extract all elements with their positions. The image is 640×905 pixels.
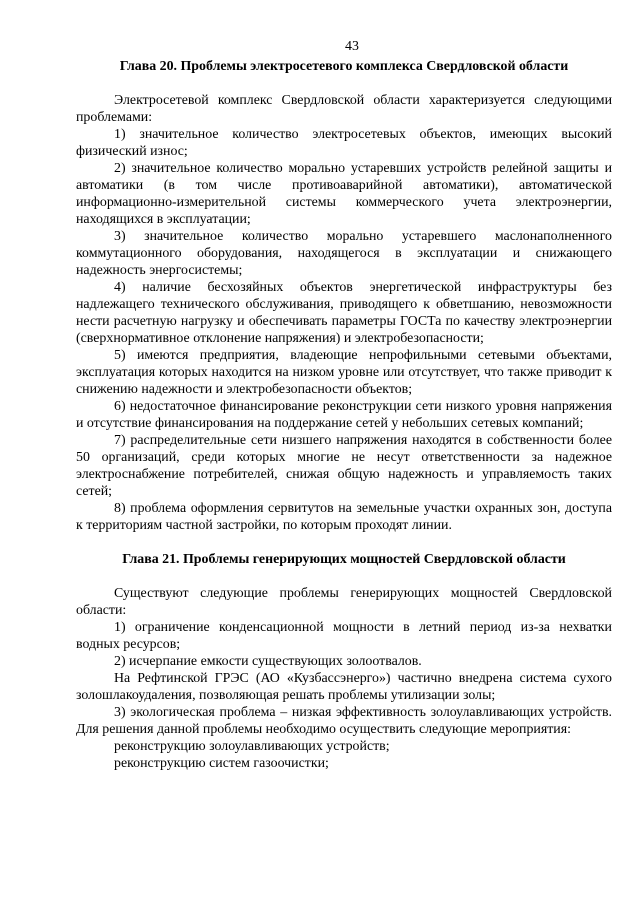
- chapter-21-measure-1: реконструкцию золоулавливающих устройств;: [114, 739, 390, 754]
- chapter-21-measure-2: реконструкцию систем газоочистки;: [114, 756, 329, 771]
- chapter-20-item-5: 5) имеются предприятия, владеющие непрофильными сетевыми объектами, эксплуатация которых находится на низком уровне или отсутствует, что также приводит к снижению надежности и электробезопасности объектов;: [76, 348, 612, 397]
- chapter-20-item-6: 6) недостаточное финансирование реконструкции сети низкого уровня напряжения и отсутствие финансирования на поддержание сетей у небольших сетевых компаний;: [76, 399, 612, 431]
- section-gap: [76, 534, 612, 551]
- chapter-20-intro: Электросетевой комплекс Свердловской области характеризуется следующими проблемами:: [76, 93, 612, 125]
- chapter-20-item-1: 1) значительное количество электросетевых объектов, имеющих высокий физический износ;: [76, 127, 612, 159]
- page-number: 43: [345, 39, 359, 54]
- chapter-21-item-3: 3) экологическая проблема – низкая эффективность золоулавливающих устройств. Для решения данной проблемы необходимо осуществить следующие мероприятия:: [76, 705, 612, 737]
- chapter-21-intro: Существуют следующие проблемы генерирующих мощностей Свердловской области:: [76, 586, 612, 618]
- chapter-21-title: Глава 21. Проблемы генерирующих мощностей Свердловской области: [122, 552, 566, 567]
- chapter-21-note: На Рефтинской ГРЭС (АО «Кузбассэнерго») частично внедрена система сухого золошлакоудаления, позволяющая решать проблемы утилизации золы;: [76, 671, 612, 703]
- chapter-20-item-8: 8) проблема оформления сервитутов на земельные участки охранных зон, доступа к территориям частной застройки, по которым проходят линии.: [76, 501, 612, 533]
- chapter-20-body: [76, 92, 612, 534]
- chapter-21-item-1: 1) ограничение конденсационной мощности в летний период из-за нехватки водных ресурсов;: [76, 620, 612, 652]
- chapter-20-item-4: 4) наличие бесхозяйных объектов энергетической инфраструктуры без надлежащего технического обслуживания, приводящего к обветшанию, невозможности нести расчетную нагрузку и обеспечивать параметры ГОСТа по качеству электроэнергии (сверхнормативное отклонение напряжения) и электробезопасности;: [76, 280, 612, 346]
- chapter-20-item-7: 7) распределительные сети низшего напряжения находятся в собственности более 50 организаций, среди которых многие не несут ответственности за надежное электроснабжение потребителей, снижая общую надежность и управляемость таких сетей;: [76, 433, 612, 499]
- chapter-21-body: [76, 585, 612, 772]
- chapter-20-title: Глава 20. Проблемы электросетевого комплекса Свердловской области: [119, 59, 569, 74]
- chapter-20-item-3: 3) значительное количество морально устаревшего маслонаполненного коммутационного оборудования, находящегося в эксплуатации и снижающего надежность энергосистемы;: [76, 229, 612, 278]
- chapter-20-item-2: 2) значительное количество морально устаревших устройств релейной защиты и автоматики (в том числе противоаварийной автоматики), автоматической информационно-измерительной системы коммерческого учета электроэнергии, находящихся в эксплуатации;: [76, 161, 612, 227]
- document-page: [76, 38, 612, 772]
- chapter-21-item-2: 2) исчерпание емкости существующих золоотвалов.: [114, 654, 422, 669]
